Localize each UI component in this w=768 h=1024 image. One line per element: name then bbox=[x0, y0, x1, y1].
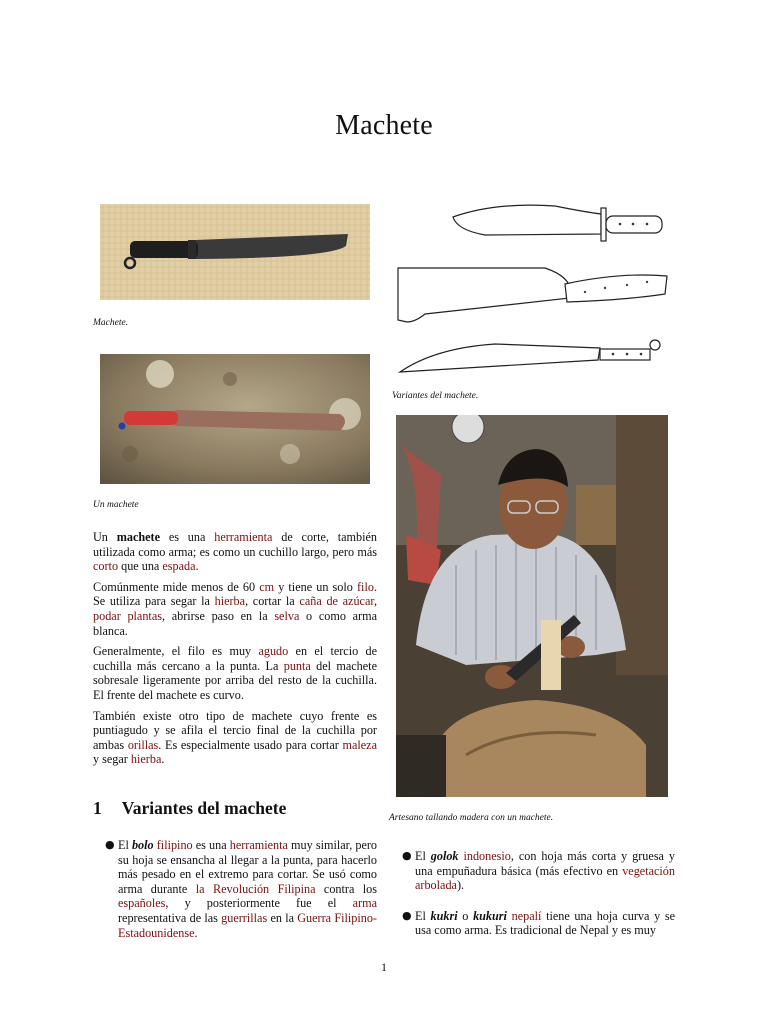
caption-machete: Machete. bbox=[93, 318, 129, 328]
link-arma[interactable]: arma bbox=[352, 896, 377, 911]
bullet-list-left bbox=[105, 838, 378, 940]
link-punta[interactable]: punta bbox=[283, 658, 311, 673]
link-vegetacion-arbolada[interactable]: vegetación arbolada bbox=[415, 863, 675, 893]
bullet-dot-icon: ● bbox=[402, 908, 412, 922]
link-selva[interactable]: selva bbox=[274, 608, 300, 623]
section-title: Variantes del machete bbox=[121, 798, 287, 818]
link-orillas[interactable]: orillas bbox=[127, 737, 159, 752]
intro-text bbox=[93, 530, 377, 767]
link-filo[interactable]: filo bbox=[357, 579, 374, 594]
link-herramienta-2[interactable]: herramienta bbox=[229, 838, 288, 852]
link-podar-plantas[interactable]: podar plantas bbox=[93, 608, 162, 623]
link-nepali[interactable]: nepalí bbox=[511, 908, 542, 923]
intro-paragraph-2: Comúnmente mide menos de 60 cm y tiene un solo filo. Se utiliza para segar la hierba, cortar la caña de azúcar, podar plantas, abrirse paso en la selva o como arma blanca. bbox=[93, 579, 377, 638]
artisan-photo bbox=[396, 415, 668, 797]
section-heading bbox=[93, 798, 286, 819]
link-herramienta[interactable]: herramienta bbox=[214, 530, 273, 544]
link-espanoles[interactable]: españoles bbox=[118, 896, 166, 911]
list-item-bolo: ● El bolo filipino es una herramienta muy similar, pero su hoja se ensancha al llegar a la punta, para hacerlo más pesado en el extremo para cortar. Se usó como arma durante la Revolución Filipina contra los españoles, y posteriormente fue el arma representativa de las guerrillas en la Guerra Filipino-Estadounidense. bbox=[105, 838, 378, 940]
link-hierba-2[interactable]: hierba bbox=[130, 752, 162, 767]
link-hierba[interactable]: hierba bbox=[214, 594, 246, 609]
link-guerrillas[interactable]: guerrillas bbox=[221, 910, 268, 925]
link-filipino[interactable]: filipino bbox=[156, 838, 193, 852]
list-item-golok: ● El golok indonesio, con hoja más corta y gruesa y una empuñadura básica (más efectivo en vegetación arbolada). bbox=[402, 849, 675, 893]
link-espada[interactable]: espada bbox=[162, 559, 196, 574]
link-cm[interactable]: cm bbox=[259, 579, 275, 594]
list-item-kukri: ● El kukri o kukuri nepalí tiene una hoja curva y se usa como arma. Es tradicional de Nepal y es muy bbox=[402, 908, 675, 938]
bullet-dot-icon: ● bbox=[402, 849, 412, 862]
intro-paragraph-3: Generalmente, el filo es muy agudo en el tercio de cuchilla más cercano a la punta. La punta del machete sobresale ligeramente por arriba del resto de la cuchilla. El frente del machete es curvo. bbox=[93, 644, 378, 702]
link-revolucion-filipina[interactable]: la Revolución Filipina bbox=[195, 881, 316, 896]
link-indonesio[interactable]: indonesio bbox=[463, 849, 511, 863]
page-number: 1 bbox=[381, 960, 387, 974]
caption-variants: Variantes del machete. bbox=[392, 391, 479, 401]
intro-paragraph-1: Un machete es una herramienta de corte, también utilizada como arma; es como un cuchillo largo, pero más corto que una espada. bbox=[93, 530, 378, 574]
machete-variants-drawing bbox=[395, 200, 675, 380]
link-agudo[interactable]: agudo bbox=[258, 644, 289, 659]
page-title: Machete bbox=[335, 110, 433, 141]
machete-photo bbox=[100, 204, 370, 300]
bullet-dot-icon: ● bbox=[105, 838, 115, 851]
caption-artisan: Artesano tallando madera con un machete. bbox=[389, 813, 554, 823]
machete-ground-photo bbox=[100, 354, 370, 484]
link-corto[interactable]: corto bbox=[93, 559, 119, 574]
intro-paragraph-4: También existe otro tipo de machete cuyo frente es puntiagudo y se afila el tercio final de la cuchilla por ambas orillas. Es especialmente usado para cortar maleza y segar hierba. bbox=[93, 708, 377, 767]
link-guerra-filipino-estadounidense[interactable]: Guerra Filipino-Estadounidense bbox=[118, 910, 377, 940]
bullet-list-right bbox=[402, 849, 675, 938]
section-number: 1 bbox=[93, 798, 102, 818]
caption-un-machete: Un machete bbox=[93, 500, 139, 510]
link-cana-de-azucar[interactable]: caña de azúcar bbox=[299, 594, 374, 609]
link-maleza[interactable]: maleza bbox=[342, 737, 377, 752]
